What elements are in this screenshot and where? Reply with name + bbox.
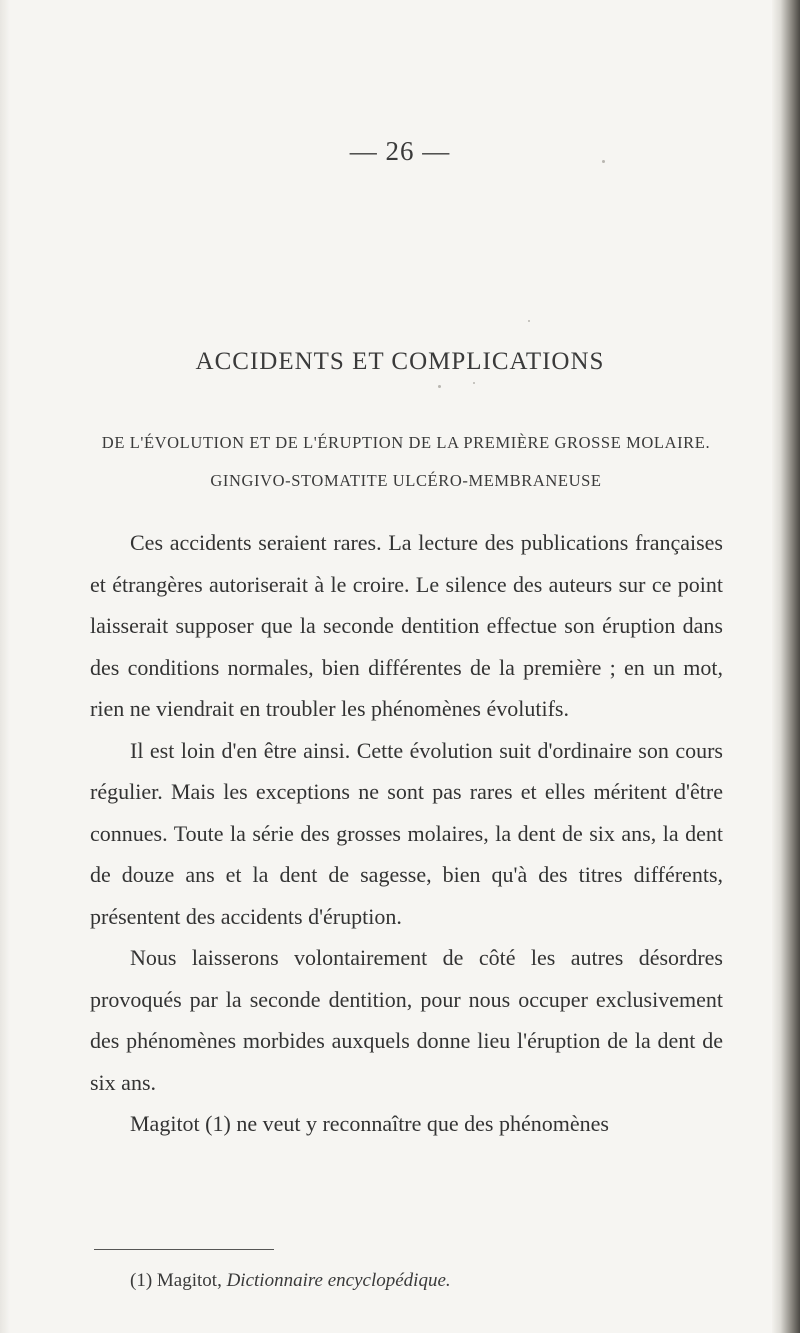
body-text: [90, 522, 723, 1145]
paper-speck: [473, 382, 475, 384]
footnote-work-title: Dictionnaire encyclopédique.: [226, 1270, 451, 1291]
page-number: — 26 —: [349, 136, 451, 166]
paragraph: Il est loin d'en être ainsi. Cette évolution suit d'ordinaire son cours régulier. Mais les exceptions ne sont pas rares et elles méritent d'être connues. Toute la série des grosses molaires, la dent de six ans, la dent de douze ans et la dent de sagesse, bien qu'à des titres différents, présentent des accidents d'éruption.: [90, 737, 723, 929]
footnote-divider: [94, 1249, 274, 1250]
paragraph: Nous laisserons volontairement de côté les autres désordres provoqués par la seconde dentition, pour nous occuper exclusivement des phénomènes morbides auxquels donne lieu l'éruption de la dent de six ans.: [90, 945, 723, 1095]
paragraph: Magitot (1) ne veut y reconnaître que des phénomènes: [130, 1111, 609, 1136]
chapter-title: ACCIDENTS ET COMPLICATIONS: [195, 348, 605, 375]
page-left-shadow: [0, 0, 10, 1333]
footnote-marker: (1) Magitot,: [130, 1270, 227, 1291]
paper-speck: [438, 385, 441, 388]
chapter-subtitle: DE L'ÉVOLUTION ET DE L'ÉRUPTION DE LA PREMIÈRE GROSSE MOLAIRE. GINGIVO-STOMATITE ULCÉRO-MEMBRANEUSE: [101, 433, 711, 490]
paper-speck: [528, 320, 530, 322]
footnote: [130, 1270, 451, 1292]
book-spine-edge: [772, 0, 800, 1333]
paragraph: Ces accidents seraient rares. La lecture des publications françaises et étrangères autoriserait à le croire. Le silence des auteurs sur ce point laisserait supposer que la seconde dentition effectue son éruption dans des conditions normales, bien différentes de la première ; en un mot, rien ne viendrait en troubler les phénomènes évolutifs.: [90, 530, 723, 721]
